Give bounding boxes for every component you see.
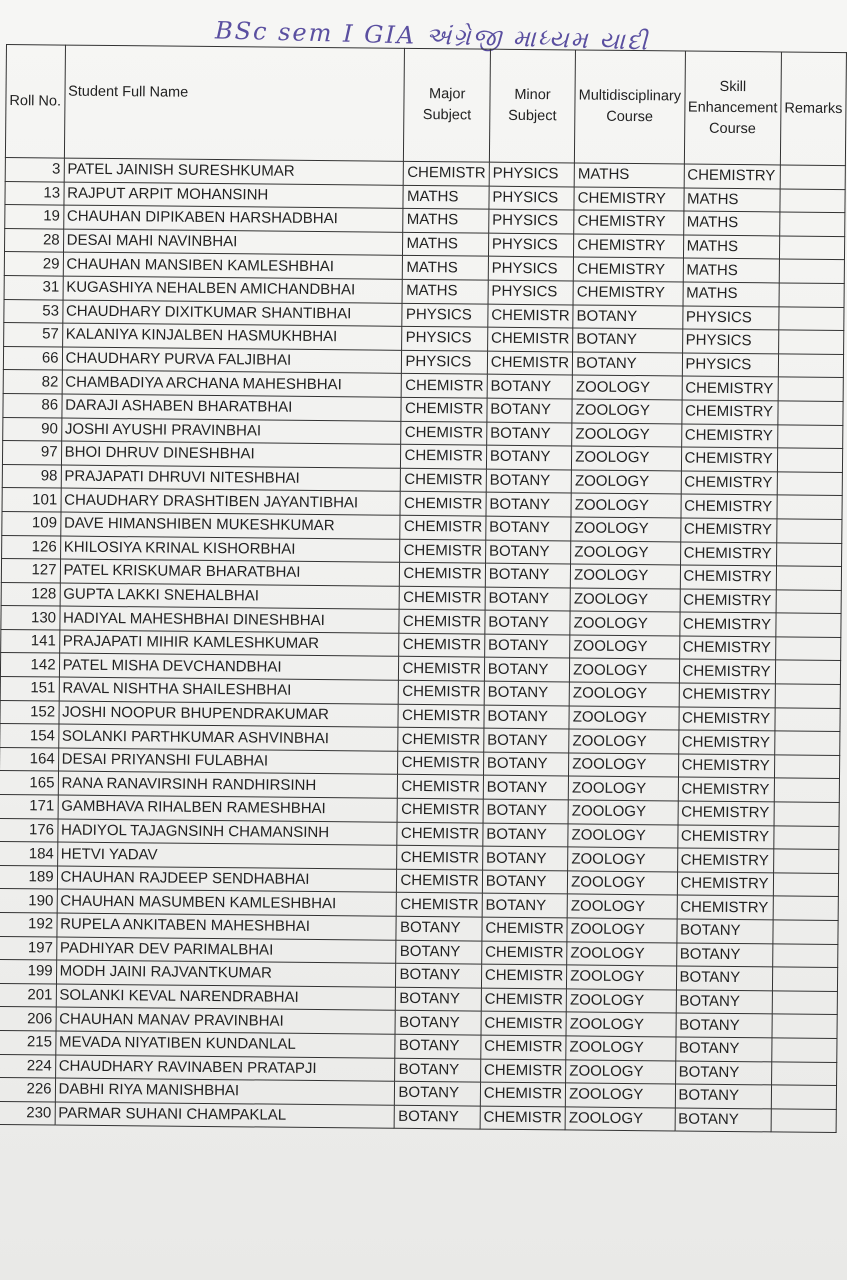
minor-cell: BOTANY: [486, 516, 572, 540]
major-cell: BOTANY: [395, 1081, 481, 1105]
major-cell: CHEMISTR: [401, 444, 487, 468]
remarks-cell: [777, 519, 842, 543]
skill-cell: CHEMISTRY: [680, 518, 777, 543]
remarks-cell: [779, 283, 844, 307]
major-cell: PHYSICS: [402, 350, 488, 374]
name-cell: CHAUHAN DIPIKABEN HARSHADBHAI: [63, 205, 403, 232]
minor-cell: BOTANY: [487, 374, 573, 398]
skill-cell: CHEMISTRY: [678, 754, 775, 779]
remarks-cell: [771, 1109, 836, 1133]
roll-cell: 142: [0, 653, 59, 677]
roll-cell: 190: [0, 889, 57, 913]
multi-cell: ZOOLOGY: [566, 989, 676, 1014]
multi-cell: ZOOLOGY: [570, 564, 680, 589]
multi-cell: ZOOLOGY: [571, 493, 681, 518]
multi-cell: ZOOLOGY: [570, 635, 680, 660]
remarks-cell: [779, 330, 844, 354]
major-cell: CHEMISTR: [400, 515, 486, 539]
multi-cell: ZOOLOGY: [567, 965, 677, 990]
minor-cell: BOTANY: [485, 610, 571, 634]
roll-cell: 176: [0, 818, 58, 842]
multi-cell: ZOOLOGY: [572, 422, 682, 447]
remarks-cell: [775, 708, 840, 732]
multi-cell: ZOOLOGY: [566, 1059, 676, 1084]
header-major: Major Subject: [404, 48, 490, 162]
roll-cell: 3: [5, 157, 64, 181]
multi-cell: ZOOLOGY: [572, 375, 682, 400]
major-cell: CHEMISTR: [399, 680, 485, 704]
roll-cell: 31: [4, 275, 63, 299]
minor-cell: CHEMISTR: [481, 1035, 567, 1059]
major-cell: BOTANY: [396, 963, 482, 987]
remarks-cell: [776, 613, 841, 637]
skill-cell: BOTANY: [675, 1108, 772, 1133]
remarks-cell: [779, 306, 844, 330]
remarks-cell: [773, 943, 838, 967]
roll-cell: 141: [1, 629, 60, 653]
skill-cell: CHEMISTRY: [678, 730, 775, 755]
multi-cell: ZOOLOGY: [569, 682, 679, 707]
name-cell: GAMBHAVA RIHALBEN RAMESHBHAI: [58, 795, 398, 822]
multi-cell: ZOOLOGY: [568, 847, 678, 872]
roll-cell: 98: [2, 464, 61, 488]
major-cell: BOTANY: [396, 940, 482, 964]
roll-cell: 189: [0, 865, 57, 889]
name-cell: CHAUHAN MANAV PRAVINBHAI: [56, 1007, 396, 1034]
name-cell: HETVI YADAV: [57, 842, 397, 869]
roll-cell: 151: [0, 677, 59, 701]
major-cell: MATHS: [403, 185, 489, 209]
multi-cell: ZOOLOGY: [568, 776, 678, 801]
name-cell: DESAI PRIYANSHI FULABHAI: [58, 748, 398, 775]
multi-cell: ZOOLOGY: [568, 824, 678, 849]
multi-cell: CHEMISTRY: [574, 210, 684, 235]
roll-cell: 101: [2, 488, 61, 512]
roll-cell: 13: [5, 181, 64, 205]
minor-cell: PHYSICS: [488, 257, 574, 281]
name-cell: DARAJI ASHABEN BHARATBHAI: [61, 394, 401, 421]
name-cell: PATEL JAINISH SURESHKUMAR: [64, 158, 404, 185]
major-cell: CHEMISTR: [400, 539, 486, 563]
skill-cell: PHYSICS: [682, 353, 779, 378]
remarks-cell: [780, 212, 845, 236]
multi-cell: CHEMISTRY: [573, 281, 683, 306]
name-cell: RAJPUT ARPIT MOHANSINH: [64, 182, 404, 209]
multi-cell: MATHS: [574, 163, 684, 188]
remarks-cell: [777, 542, 842, 566]
skill-cell: CHEMISTRY: [677, 825, 774, 850]
roll-cell: 126: [2, 535, 61, 559]
roll-cell: 109: [2, 511, 61, 535]
name-cell: PADHIYAR DEV PARIMALBHAI: [56, 937, 396, 964]
minor-cell: BOTANY: [484, 658, 570, 682]
name-cell: SOLANKI PARTHKUMAR ASHVINBHAI: [58, 724, 398, 751]
minor-cell: BOTANY: [485, 563, 571, 587]
multi-cell: ZOOLOGY: [567, 894, 677, 919]
multi-cell: ZOOLOGY: [571, 540, 681, 565]
skill-cell: CHEMISTRY: [678, 707, 775, 732]
skill-cell: BOTANY: [675, 1037, 772, 1062]
major-cell: CHEMISTR: [399, 657, 485, 681]
header-row: [5, 45, 846, 166]
name-cell: JOSHI AYUSHI PRAVINBHAI: [61, 418, 401, 445]
skill-cell: CHEMISTRY: [681, 471, 778, 496]
name-cell: MEVADA NIYATIBEN KUNDANLAL: [55, 1031, 395, 1058]
minor-cell: CHEMISTR: [482, 941, 568, 965]
roll-cell: 184: [0, 842, 57, 866]
multi-cell: CHEMISTRY: [574, 187, 684, 212]
multi-cell: BOTANY: [573, 305, 683, 330]
skill-cell: CHEMISTRY: [680, 494, 777, 519]
skill-cell: BOTANY: [676, 943, 773, 968]
minor-cell: CHEMISTR: [481, 964, 567, 988]
major-cell: PHYSICS: [402, 303, 488, 327]
roll-cell: 197: [0, 936, 57, 960]
name-cell: CHAUDHARY PURVA FALJIBHAI: [62, 347, 402, 374]
minor-cell: BOTANY: [485, 540, 571, 564]
header-multi: Multidisciplinary Course: [575, 50, 685, 164]
skill-cell: BOTANY: [676, 1013, 773, 1038]
remarks-cell: [772, 1038, 837, 1062]
skill-cell: CHEMISTRY: [681, 424, 778, 449]
minor-cell: BOTANY: [484, 681, 570, 705]
multi-cell: ZOOLOGY: [569, 706, 679, 731]
minor-cell: BOTANY: [485, 587, 571, 611]
major-cell: PHYSICS: [402, 326, 488, 350]
name-cell: PRAJAPATI MIHIR KAMLESHKUMAR: [59, 630, 399, 657]
major-cell: CHEMISTR: [398, 728, 484, 752]
multi-cell: ZOOLOGY: [568, 800, 678, 825]
remarks-cell: [779, 259, 844, 283]
multi-cell: BOTANY: [573, 328, 683, 353]
remarks-cell: [778, 424, 843, 448]
roll-cell: 226: [0, 1078, 55, 1102]
skill-cell: CHEMISTRY: [680, 541, 777, 566]
skill-cell: CHEMISTRY: [681, 400, 778, 425]
name-cell: DAVE HIMANSHIBEN MUKESHKUMAR: [60, 512, 400, 539]
remarks-cell: [773, 873, 838, 897]
roll-cell: 29: [4, 252, 63, 276]
multi-cell: ZOOLOGY: [566, 1012, 676, 1037]
roll-cell: 165: [0, 771, 58, 795]
major-cell: CHEMISTR: [404, 161, 490, 185]
name-cell: BHOI DHRUV DINESHBHAI: [61, 441, 401, 468]
skill-cell: MATHS: [683, 282, 780, 307]
skill-cell: CHEMISTRY: [677, 872, 774, 897]
major-cell: CHEMISTR: [397, 893, 483, 917]
skill-cell: CHEMISTRY: [684, 164, 781, 189]
roll-cell: 82: [3, 370, 62, 394]
name-cell: CHAUDHARY DIXITKUMAR SHANTIBHAI: [62, 300, 402, 327]
minor-cell: BOTANY: [486, 422, 572, 446]
roll-cell: 199: [0, 960, 56, 984]
handwritten-title: BSc sem I GIA અંગ્રેજી માધ્યમ યાદી: [214, 16, 650, 56]
minor-cell: BOTANY: [484, 634, 570, 658]
name-cell: CHAUHAN RAJDEEP SENDHABHAI: [57, 866, 397, 893]
remarks-cell: [775, 731, 840, 755]
multi-cell: ZOOLOGY: [569, 729, 679, 754]
skill-cell: BOTANY: [675, 1084, 772, 1109]
minor-cell: CHEMISTR: [480, 1059, 566, 1083]
multi-cell: ZOOLOGY: [565, 1083, 675, 1108]
skill-cell: CHEMISTRY: [680, 565, 777, 590]
remarks-cell: [773, 896, 838, 920]
multi-cell: CHEMISTRY: [574, 234, 684, 259]
roll-cell: 224: [0, 1054, 55, 1078]
major-cell: CHEMISTR: [397, 869, 483, 893]
header-skill: Skill Enhancement Course: [684, 51, 782, 165]
roll-cell: 66: [3, 346, 62, 370]
major-cell: MATHS: [403, 279, 489, 303]
name-cell: KHILOSIYA KRINAL KISHORBHAI: [60, 536, 400, 563]
major-cell: BOTANY: [395, 1011, 481, 1035]
remarks-cell: [780, 165, 845, 189]
remarks-cell: [778, 377, 843, 401]
minor-cell: PHYSICS: [489, 186, 575, 210]
roll-cell: 128: [1, 582, 60, 606]
multi-cell: ZOOLOGY: [572, 399, 682, 424]
multi-cell: ZOOLOGY: [571, 470, 681, 495]
roll-cell: 53: [4, 299, 63, 323]
roll-cell: 171: [0, 795, 58, 819]
roll-cell: 230: [0, 1101, 55, 1125]
remarks-cell: [778, 354, 843, 378]
remarks-cell: [774, 778, 839, 802]
minor-cell: CHEMISTR: [487, 327, 573, 351]
skill-cell: CHEMISTRY: [677, 848, 774, 873]
skill-cell: CHEMISTRY: [678, 777, 775, 802]
minor-cell: CHEMISTR: [482, 917, 568, 941]
skill-cell: PHYSICS: [682, 306, 779, 331]
minor-cell: PHYSICS: [489, 162, 575, 186]
remarks-cell: [777, 472, 842, 496]
major-cell: BOTANY: [395, 1034, 481, 1058]
minor-cell: PHYSICS: [488, 233, 574, 257]
roll-cell: 201: [0, 983, 56, 1007]
major-cell: BOTANY: [396, 987, 482, 1011]
remarks-cell: [774, 802, 839, 826]
header-name: Student Full Name: [64, 45, 405, 161]
name-cell: MODH JAINI RAJVANTKUMAR: [56, 960, 396, 987]
remarks-cell: [776, 590, 841, 614]
roll-cell: 192: [0, 912, 57, 936]
major-cell: MATHS: [403, 232, 489, 256]
minor-cell: PHYSICS: [488, 280, 574, 304]
remarks-cell: [771, 1085, 836, 1109]
name-cell: DABHI RIYA MANISHBHAI: [55, 1078, 395, 1105]
remarks-cell: [778, 401, 843, 425]
header-remarks: Remarks: [780, 52, 846, 166]
name-cell: GUPTA LAKKI SNEHALBHAI: [60, 583, 400, 610]
major-cell: BOTANY: [395, 1058, 481, 1082]
roll-cell: 97: [2, 441, 61, 465]
major-cell: BOTANY: [395, 1105, 481, 1129]
minor-cell: CHEMISTR: [487, 351, 573, 375]
name-cell: PATEL MISHA DEVCHANDBHAI: [59, 654, 399, 681]
remarks-cell: [772, 991, 837, 1015]
remarks-cell: [773, 920, 838, 944]
major-cell: CHEMISTR: [399, 610, 485, 634]
multi-cell: ZOOLOGY: [567, 918, 677, 943]
remarks-cell: [780, 189, 845, 213]
minor-cell: CHEMISTR: [481, 988, 567, 1012]
name-cell: RUPELA ANKITABEN MAHESHBHAI: [57, 913, 397, 940]
roll-cell: 90: [3, 417, 62, 441]
minor-cell: CHEMISTR: [480, 1082, 566, 1106]
major-cell: BOTANY: [396, 916, 482, 940]
skill-cell: MATHS: [683, 188, 780, 213]
name-cell: JOSHI NOOPUR BHUPENDRAKUMAR: [59, 701, 399, 728]
multi-cell: ZOOLOGY: [568, 871, 678, 896]
table-body: [0, 157, 845, 1132]
major-cell: CHEMISTR: [397, 846, 483, 870]
name-cell: CHAUDHARY DRASHTIBEN JAYANTIBHAI: [61, 488, 401, 515]
skill-cell: MATHS: [683, 211, 780, 236]
name-cell: PATEL KRISKUMAR BHARATBHAI: [60, 559, 400, 586]
skill-cell: CHEMISTRY: [679, 683, 776, 708]
minor-cell: BOTANY: [483, 799, 569, 823]
major-cell: CHEMISTR: [399, 633, 485, 657]
roll-cell: 130: [1, 606, 60, 630]
major-cell: CHEMISTR: [401, 397, 487, 421]
major-cell: CHEMISTR: [398, 704, 484, 728]
header-roll: Roll No.: [5, 45, 65, 159]
roll-cell: 206: [0, 1007, 56, 1031]
multi-cell: ZOOLOGY: [565, 1107, 675, 1132]
roll-cell: 28: [5, 228, 64, 252]
roll-cell: 19: [5, 205, 64, 229]
minor-cell: BOTANY: [483, 823, 569, 847]
name-cell: CHAMBADIYA ARCHANA MAHESHBHAI: [62, 370, 402, 397]
remarks-cell: [774, 849, 839, 873]
minor-cell: BOTANY: [483, 776, 569, 800]
major-cell: MATHS: [403, 256, 489, 280]
remarks-cell: [777, 495, 842, 519]
remarks-cell: [772, 1014, 837, 1038]
major-cell: CHEMISTR: [401, 468, 487, 492]
name-cell: KUGASHIYA NEHALBEN AMICHANDBHAI: [63, 276, 403, 303]
remarks-cell: [775, 660, 840, 684]
name-cell: RAVAL NISHTHA SHAILESHBHAI: [59, 677, 399, 704]
major-cell: MATHS: [403, 209, 489, 233]
name-cell: DESAI MAHI NAVINBHAI: [63, 229, 403, 256]
major-cell: CHEMISTR: [402, 374, 488, 398]
name-cell: PARMAR SUHANI CHAMPAKLAL: [55, 1102, 395, 1129]
roll-cell: 152: [0, 700, 59, 724]
multi-cell: ZOOLOGY: [569, 753, 679, 778]
roll-cell: 86: [3, 393, 62, 417]
skill-cell: CHEMISTRY: [682, 376, 779, 401]
multi-cell: ZOOLOGY: [567, 942, 677, 967]
roll-cell: 57: [4, 323, 63, 347]
name-cell: HADIYOL TAJAGNSINH CHAMANSINH: [57, 819, 397, 846]
skill-cell: CHEMISTRY: [679, 659, 776, 684]
multi-cell: ZOOLOGY: [570, 611, 680, 636]
major-cell: CHEMISTR: [400, 586, 486, 610]
student-table: [0, 44, 847, 1133]
skill-cell: BOTANY: [676, 919, 773, 944]
remarks-cell: [776, 637, 841, 661]
remarks-cell: [772, 967, 837, 991]
minor-cell: BOTANY: [482, 846, 568, 870]
major-cell: CHEMISTR: [398, 798, 484, 822]
minor-cell: CHEMISTR: [480, 1106, 566, 1130]
minor-cell: BOTANY: [484, 728, 570, 752]
name-cell: PRAJAPATI DHRUVI NITESHBHAI: [61, 465, 401, 492]
roll-cell: 154: [0, 724, 59, 748]
name-cell: KALANIYA KINJALBEN HASMUKHBHAI: [62, 323, 402, 350]
skill-cell: BOTANY: [676, 966, 773, 991]
major-cell: CHEMISTR: [397, 822, 483, 846]
minor-cell: BOTANY: [486, 469, 572, 493]
minor-cell: BOTANY: [484, 705, 570, 729]
remarks-cell: [776, 566, 841, 590]
remarks-cell: [777, 448, 842, 472]
multi-cell: ZOOLOGY: [571, 517, 681, 542]
skill-cell: MATHS: [683, 235, 780, 260]
name-cell: HADIYAL MAHESHBHAI DINESHBHAI: [59, 606, 399, 633]
minor-cell: PHYSICS: [489, 209, 575, 233]
skill-cell: BOTANY: [676, 990, 773, 1015]
remarks-cell: [774, 755, 839, 779]
skill-cell: CHEMISTRY: [677, 895, 774, 920]
major-cell: CHEMISTR: [400, 492, 486, 516]
skill-cell: PHYSICS: [682, 329, 779, 354]
minor-cell: BOTANY: [486, 492, 572, 516]
roll-cell: 164: [0, 747, 58, 771]
skill-cell: CHEMISTRY: [679, 636, 776, 661]
multi-cell: BOTANY: [573, 352, 683, 377]
name-cell: SOLANKI KEVAL NARENDRABHAI: [56, 984, 396, 1011]
skill-cell: CHEMISTRY: [679, 612, 776, 637]
remarks-cell: [774, 826, 839, 850]
skill-cell: CHEMISTRY: [678, 801, 775, 826]
skill-cell: CHEMISTRY: [681, 447, 778, 472]
major-cell: CHEMISTR: [398, 751, 484, 775]
header-minor: Minor Subject: [489, 49, 575, 163]
skill-cell: MATHS: [683, 258, 780, 283]
remarks-cell: [775, 684, 840, 708]
skill-cell: CHEMISTRY: [680, 589, 777, 614]
minor-cell: CHEMISTR: [481, 1011, 567, 1035]
name-cell: CHAUHAN MANSIBEN KAMLESHBHAI: [63, 252, 403, 279]
name-cell: RANA RANAVIRSINH RANDHIRSINH: [58, 771, 398, 798]
remarks-cell: [772, 1061, 837, 1085]
minor-cell: BOTANY: [487, 398, 573, 422]
major-cell: CHEMISTR: [398, 775, 484, 799]
roll-cell: 215: [0, 1030, 56, 1054]
name-cell: CHAUDHARY RAVINABEN PRATAPJI: [55, 1055, 395, 1082]
major-cell: CHEMISTR: [400, 562, 486, 586]
minor-cell: BOTANY: [486, 445, 572, 469]
name-cell: CHAUHAN MASUMBEN KAMLESHBHAI: [57, 889, 397, 916]
roll-cell: 127: [1, 559, 60, 583]
multi-cell: ZOOLOGY: [570, 658, 680, 683]
remarks-cell: [779, 236, 844, 260]
skill-cell: BOTANY: [675, 1061, 772, 1086]
minor-cell: BOTANY: [483, 752, 569, 776]
multi-cell: ZOOLOGY: [570, 588, 680, 613]
multi-cell: ZOOLOGY: [566, 1036, 676, 1061]
multi-cell: CHEMISTRY: [573, 257, 683, 282]
multi-cell: ZOOLOGY: [572, 446, 682, 471]
minor-cell: BOTANY: [482, 894, 568, 918]
minor-cell: CHEMISTR: [488, 304, 574, 328]
minor-cell: BOTANY: [482, 870, 568, 894]
major-cell: CHEMISTR: [401, 421, 487, 445]
